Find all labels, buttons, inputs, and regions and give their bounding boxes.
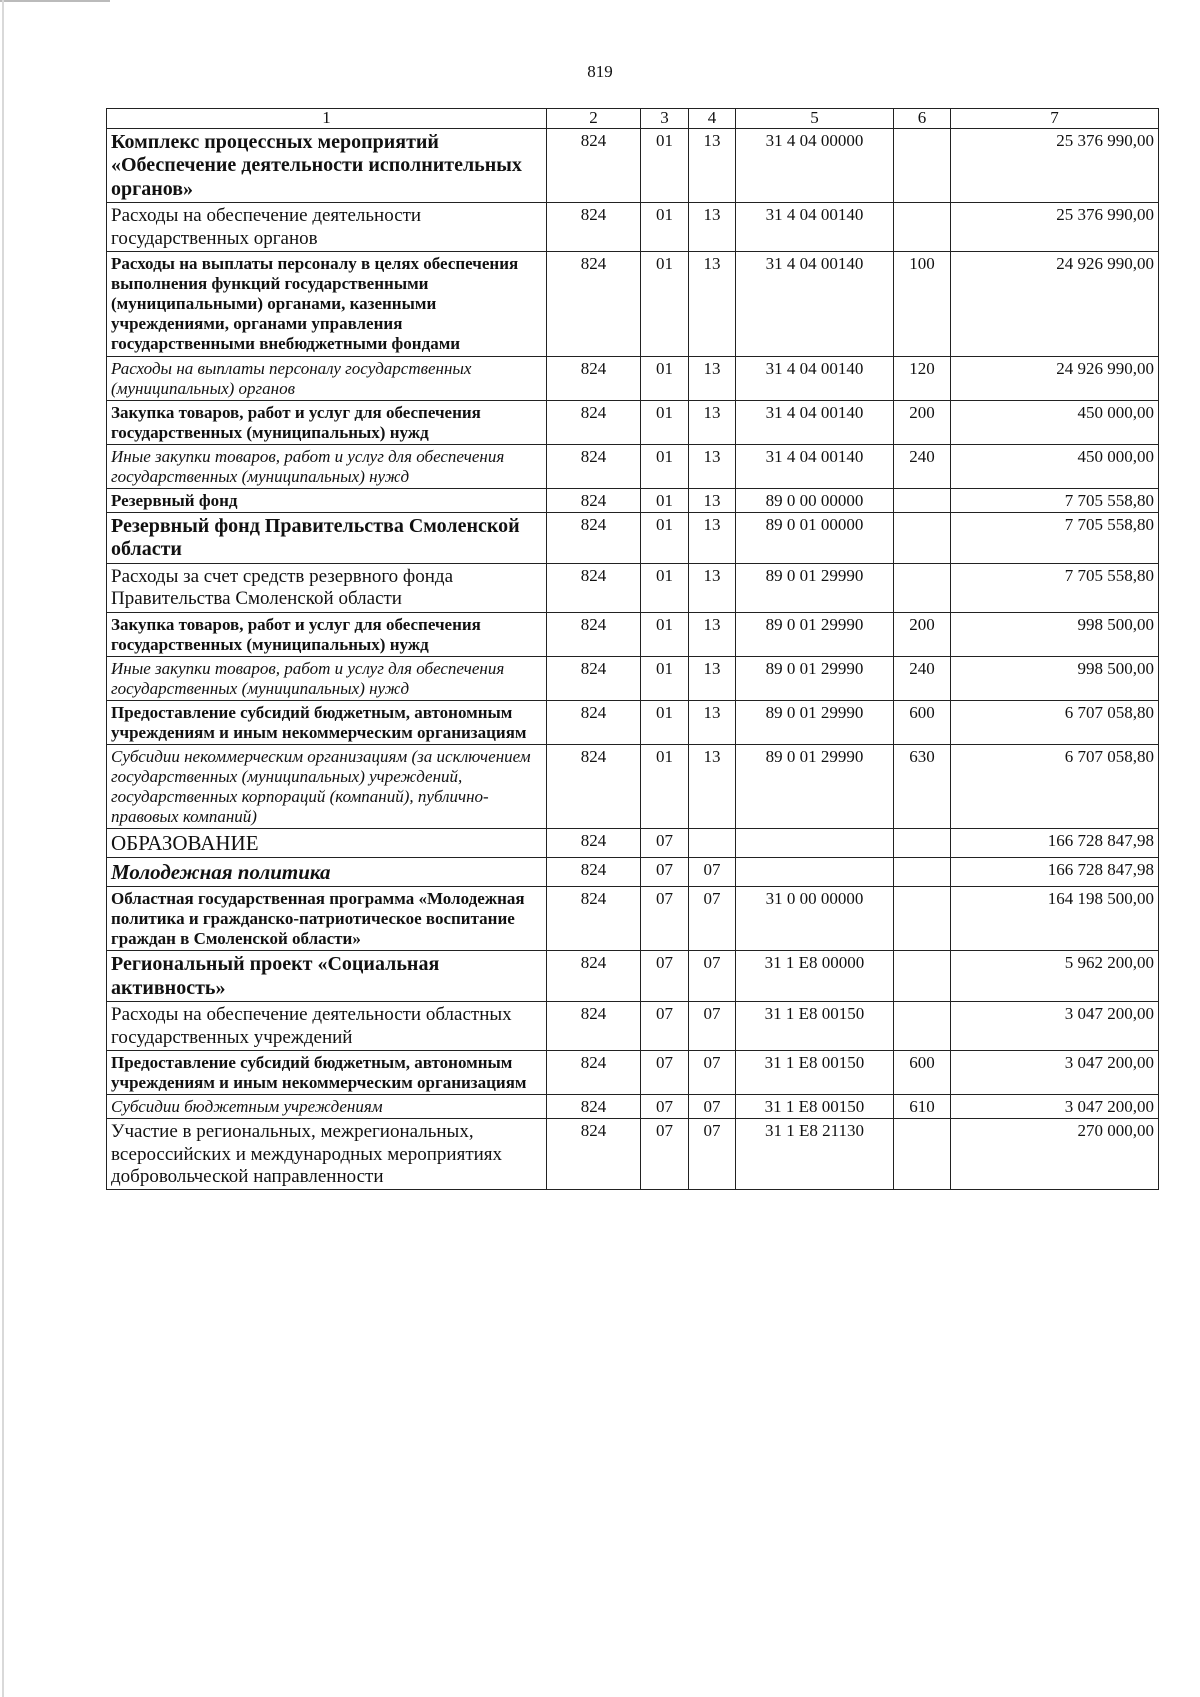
row-subsection-code-cell: 13 [689, 444, 736, 488]
row-expense-type-cell [894, 512, 951, 563]
row-section-code-cell: 01 [641, 612, 689, 656]
table-row [107, 886, 1159, 950]
table-row [107, 950, 1159, 1001]
row-name-cell: Комплекс процессных мероприятий «Обеспечение деятельности исполнительных органов» [107, 128, 547, 203]
row-expense-type-cell: 100 [894, 252, 951, 356]
row-name-cell: Предоставление субсидий бюджетным, автономным учреждениям и иным некоммерческим организациям [107, 701, 547, 745]
row-subsection-code-cell: 13 [689, 701, 736, 745]
row-target-article-cell: 89 0 01 29990 [736, 564, 894, 613]
row-name-cell: Иные закупки товаров, работ и услуг для обеспечения государственных (муниципальных) нужд [107, 444, 547, 488]
row-ministry-code-cell: 824 [547, 564, 641, 613]
header-cell: 2 [547, 109, 641, 129]
row-amount-cell: 6 707 058,80 [951, 701, 1159, 745]
header-cell: 7 [951, 109, 1159, 129]
row-expense-type-cell [894, 488, 951, 512]
table-row [107, 444, 1159, 488]
row-amount-cell: 25 376 990,00 [951, 203, 1159, 252]
row-section-code-cell: 07 [641, 1050, 689, 1094]
row-name-cell: Расходы на выплаты персоналу государственных (муниципальных) органов [107, 356, 547, 400]
row-amount-cell: 7 705 558,80 [951, 488, 1159, 512]
row-target-article-cell: 31 1 E8 00150 [736, 1095, 894, 1119]
table-row [107, 1119, 1159, 1190]
row-name-cell: Участие в региональных, межрегиональных, всероссийских и международных мероприятиях добровольческой направленности [107, 1119, 547, 1190]
row-target-article-cell: 89 0 01 29990 [736, 745, 894, 829]
row-section-code-cell: 01 [641, 701, 689, 745]
row-name-cell: Иные закупки товаров, работ и услуг для обеспечения государственных (муниципальных) нужд [107, 656, 547, 700]
budget-table [106, 108, 1159, 1190]
row-subsection-code-cell: 13 [689, 612, 736, 656]
row-section-code-cell: 01 [641, 656, 689, 700]
row-expense-type-cell [894, 1002, 951, 1051]
row-subsection-code-cell: 13 [689, 400, 736, 444]
row-amount-cell: 5 962 200,00 [951, 950, 1159, 1001]
row-section-code-cell: 07 [641, 829, 689, 858]
row-subsection-code-cell: 13 [689, 203, 736, 252]
row-target-article-cell [736, 829, 894, 858]
row-amount-cell: 24 926 990,00 [951, 252, 1159, 356]
header-cell: 6 [894, 109, 951, 129]
header-cell: 1 [107, 109, 547, 129]
row-section-code-cell: 01 [641, 252, 689, 356]
row-amount-cell: 270 000,00 [951, 1119, 1159, 1190]
table-row [107, 564, 1159, 613]
row-subsection-code-cell: 07 [689, 1119, 736, 1190]
row-expense-type-cell: 240 [894, 656, 951, 700]
row-target-article-cell: 31 4 04 00140 [736, 203, 894, 252]
row-ministry-code-cell: 824 [547, 1002, 641, 1051]
row-name-cell: Расходы на выплаты персоналу в целях обеспечения выполнения функций государственными (муниципальными) органами, казенными учреждениями, органами управления государственными внебюджетными фондами [107, 252, 547, 356]
row-ministry-code-cell: 824 [547, 252, 641, 356]
row-ministry-code-cell: 824 [547, 656, 641, 700]
row-expense-type-cell: 630 [894, 745, 951, 829]
row-ministry-code-cell: 824 [547, 886, 641, 950]
row-subsection-code-cell: 13 [689, 356, 736, 400]
row-expense-type-cell [894, 1119, 951, 1190]
row-amount-cell: 998 500,00 [951, 612, 1159, 656]
row-expense-type-cell: 610 [894, 1095, 951, 1119]
row-expense-type-cell [894, 950, 951, 1001]
row-ministry-code-cell: 824 [547, 1095, 641, 1119]
table-row [107, 400, 1159, 444]
row-name-cell: Расходы на обеспечение деятельности государственных органов [107, 203, 547, 252]
row-target-article-cell: 89 0 01 29990 [736, 612, 894, 656]
row-expense-type-cell: 240 [894, 444, 951, 488]
header-cell: 5 [736, 109, 894, 129]
row-target-article-cell: 31 4 04 00000 [736, 128, 894, 203]
row-subsection-code-cell: 13 [689, 488, 736, 512]
table-row [107, 488, 1159, 512]
row-subsection-code-cell: 07 [689, 1050, 736, 1094]
row-amount-cell: 998 500,00 [951, 656, 1159, 700]
table-header-row [107, 109, 1159, 129]
row-ministry-code-cell: 824 [547, 356, 641, 400]
row-ministry-code-cell: 824 [547, 829, 641, 858]
row-section-code-cell: 01 [641, 564, 689, 613]
row-section-code-cell: 01 [641, 400, 689, 444]
row-amount-cell: 3 047 200,00 [951, 1095, 1159, 1119]
row-ministry-code-cell: 824 [547, 745, 641, 829]
row-name-cell: Региональный проект «Социальная активность» [107, 950, 547, 1001]
row-amount-cell: 6 707 058,80 [951, 745, 1159, 829]
row-name-cell: Областная государственная программа «Молодежная политика и гражданско-патриотическое воспитание граждан в Смоленской области» [107, 886, 547, 950]
row-subsection-code-cell: 13 [689, 128, 736, 203]
row-name-cell: Закупка товаров, работ и услуг для обеспечения государственных (муниципальных) нужд [107, 612, 547, 656]
table-row [107, 1050, 1159, 1094]
table-row [107, 512, 1159, 563]
row-name-cell: Молодежная политика [107, 858, 547, 887]
row-expense-type-cell [894, 203, 951, 252]
row-ministry-code-cell: 824 [547, 488, 641, 512]
table-row [107, 829, 1159, 858]
page-number: 819 [587, 62, 613, 81]
row-section-code-cell: 01 [641, 512, 689, 563]
row-ministry-code-cell: 824 [547, 400, 641, 444]
row-section-code-cell: 01 [641, 128, 689, 203]
row-section-code-cell: 01 [641, 444, 689, 488]
row-target-article-cell: 31 4 04 00140 [736, 400, 894, 444]
row-expense-type-cell [894, 886, 951, 950]
row-expense-type-cell: 600 [894, 1050, 951, 1094]
row-subsection-code-cell: 07 [689, 886, 736, 950]
table-row [107, 858, 1159, 887]
table-row [107, 656, 1159, 700]
row-name-cell: Резервный фонд [107, 488, 547, 512]
table-row [107, 252, 1159, 356]
row-target-article-cell: 31 4 04 00140 [736, 252, 894, 356]
header-cell: 4 [689, 109, 736, 129]
row-target-article-cell: 89 0 00 00000 [736, 488, 894, 512]
row-amount-cell: 164 198 500,00 [951, 886, 1159, 950]
row-target-article-cell: 31 1 E8 00150 [736, 1050, 894, 1094]
row-target-article-cell: 89 0 01 29990 [736, 656, 894, 700]
row-name-cell: Предоставление субсидий бюджетным, автономным учреждениям и иным некоммерческим организациям [107, 1050, 547, 1094]
row-name-cell: Субсидии бюджетным учреждениям [107, 1095, 547, 1119]
row-target-article-cell: 89 0 01 00000 [736, 512, 894, 563]
row-section-code-cell: 07 [641, 1119, 689, 1190]
row-ministry-code-cell: 824 [547, 1119, 641, 1190]
row-target-article-cell: 31 1 E8 21130 [736, 1119, 894, 1190]
row-section-code-cell: 01 [641, 203, 689, 252]
row-subsection-code-cell: 13 [689, 252, 736, 356]
row-target-article-cell: 31 1 E8 00150 [736, 1002, 894, 1051]
row-amount-cell: 166 728 847,98 [951, 829, 1159, 858]
row-expense-type-cell: 120 [894, 356, 951, 400]
header-cell: 3 [641, 109, 689, 129]
row-expense-type-cell: 200 [894, 400, 951, 444]
row-expense-type-cell [894, 128, 951, 203]
row-target-article-cell: 31 4 04 00140 [736, 444, 894, 488]
scan-artifact-top [0, 0, 110, 2]
row-expense-type-cell [894, 564, 951, 613]
row-amount-cell: 7 705 558,80 [951, 564, 1159, 613]
row-name-cell: ОБРАЗОВАНИЕ [107, 829, 547, 858]
row-expense-type-cell [894, 858, 951, 887]
row-amount-cell: 24 926 990,00 [951, 356, 1159, 400]
row-target-article-cell: 31 4 04 00140 [736, 356, 894, 400]
row-name-cell: Закупка товаров, работ и услуг для обеспечения государственных (муниципальных) нужд [107, 400, 547, 444]
table-row [107, 745, 1159, 829]
row-subsection-code-cell [689, 829, 736, 858]
row-subsection-code-cell: 13 [689, 656, 736, 700]
row-name-cell: Резервный фонд Правительства Смоленской области [107, 512, 547, 563]
row-target-article-cell: 31 1 E8 00000 [736, 950, 894, 1001]
row-name-cell: Расходы на обеспечение деятельности областных государственных учреждений [107, 1002, 547, 1051]
row-amount-cell: 7 705 558,80 [951, 512, 1159, 563]
row-subsection-code-cell: 13 [689, 512, 736, 563]
table-row [107, 356, 1159, 400]
row-section-code-cell: 07 [641, 1002, 689, 1051]
table-row [107, 1095, 1159, 1119]
row-subsection-code-cell: 07 [689, 858, 736, 887]
table-row [107, 1002, 1159, 1051]
row-subsection-code-cell: 07 [689, 1095, 736, 1119]
table-row [107, 128, 1159, 203]
row-ministry-code-cell: 824 [547, 858, 641, 887]
row-expense-type-cell: 200 [894, 612, 951, 656]
scan-artifact-edge [2, 0, 4, 1697]
row-name-cell: Расходы за счет средств резервного фонда Правительства Смоленской области [107, 564, 547, 613]
row-ministry-code-cell: 824 [547, 128, 641, 203]
row-ministry-code-cell: 824 [547, 950, 641, 1001]
row-target-article-cell: 31 0 00 00000 [736, 886, 894, 950]
row-expense-type-cell: 600 [894, 701, 951, 745]
row-ministry-code-cell: 824 [547, 512, 641, 563]
row-ministry-code-cell: 824 [547, 444, 641, 488]
row-amount-cell: 25 376 990,00 [951, 128, 1159, 203]
row-subsection-code-cell: 07 [689, 950, 736, 1001]
row-subsection-code-cell: 07 [689, 1002, 736, 1051]
row-amount-cell: 166 728 847,98 [951, 858, 1159, 887]
row-section-code-cell: 01 [641, 356, 689, 400]
row-subsection-code-cell: 13 [689, 745, 736, 829]
row-ministry-code-cell: 824 [547, 701, 641, 745]
row-section-code-cell: 07 [641, 950, 689, 1001]
row-amount-cell: 3 047 200,00 [951, 1050, 1159, 1094]
row-section-code-cell: 07 [641, 886, 689, 950]
row-section-code-cell: 01 [641, 488, 689, 512]
row-subsection-code-cell: 13 [689, 564, 736, 613]
row-section-code-cell: 07 [641, 1095, 689, 1119]
row-ministry-code-cell: 824 [547, 1050, 641, 1094]
table-row [107, 203, 1159, 252]
row-amount-cell: 450 000,00 [951, 444, 1159, 488]
row-section-code-cell: 01 [641, 745, 689, 829]
row-ministry-code-cell: 824 [547, 203, 641, 252]
row-amount-cell: 450 000,00 [951, 400, 1159, 444]
row-expense-type-cell [894, 829, 951, 858]
row-amount-cell: 3 047 200,00 [951, 1002, 1159, 1051]
row-target-article-cell: 89 0 01 29990 [736, 701, 894, 745]
row-target-article-cell [736, 858, 894, 887]
table-row [107, 701, 1159, 745]
row-section-code-cell: 07 [641, 858, 689, 887]
table-row [107, 612, 1159, 656]
row-ministry-code-cell: 824 [547, 612, 641, 656]
row-name-cell: Субсидии некоммерческим организациям (за исключением государственных (муниципальных) учреждений, государственных корпораций (компаний), публично-правовых компаний) [107, 745, 547, 829]
